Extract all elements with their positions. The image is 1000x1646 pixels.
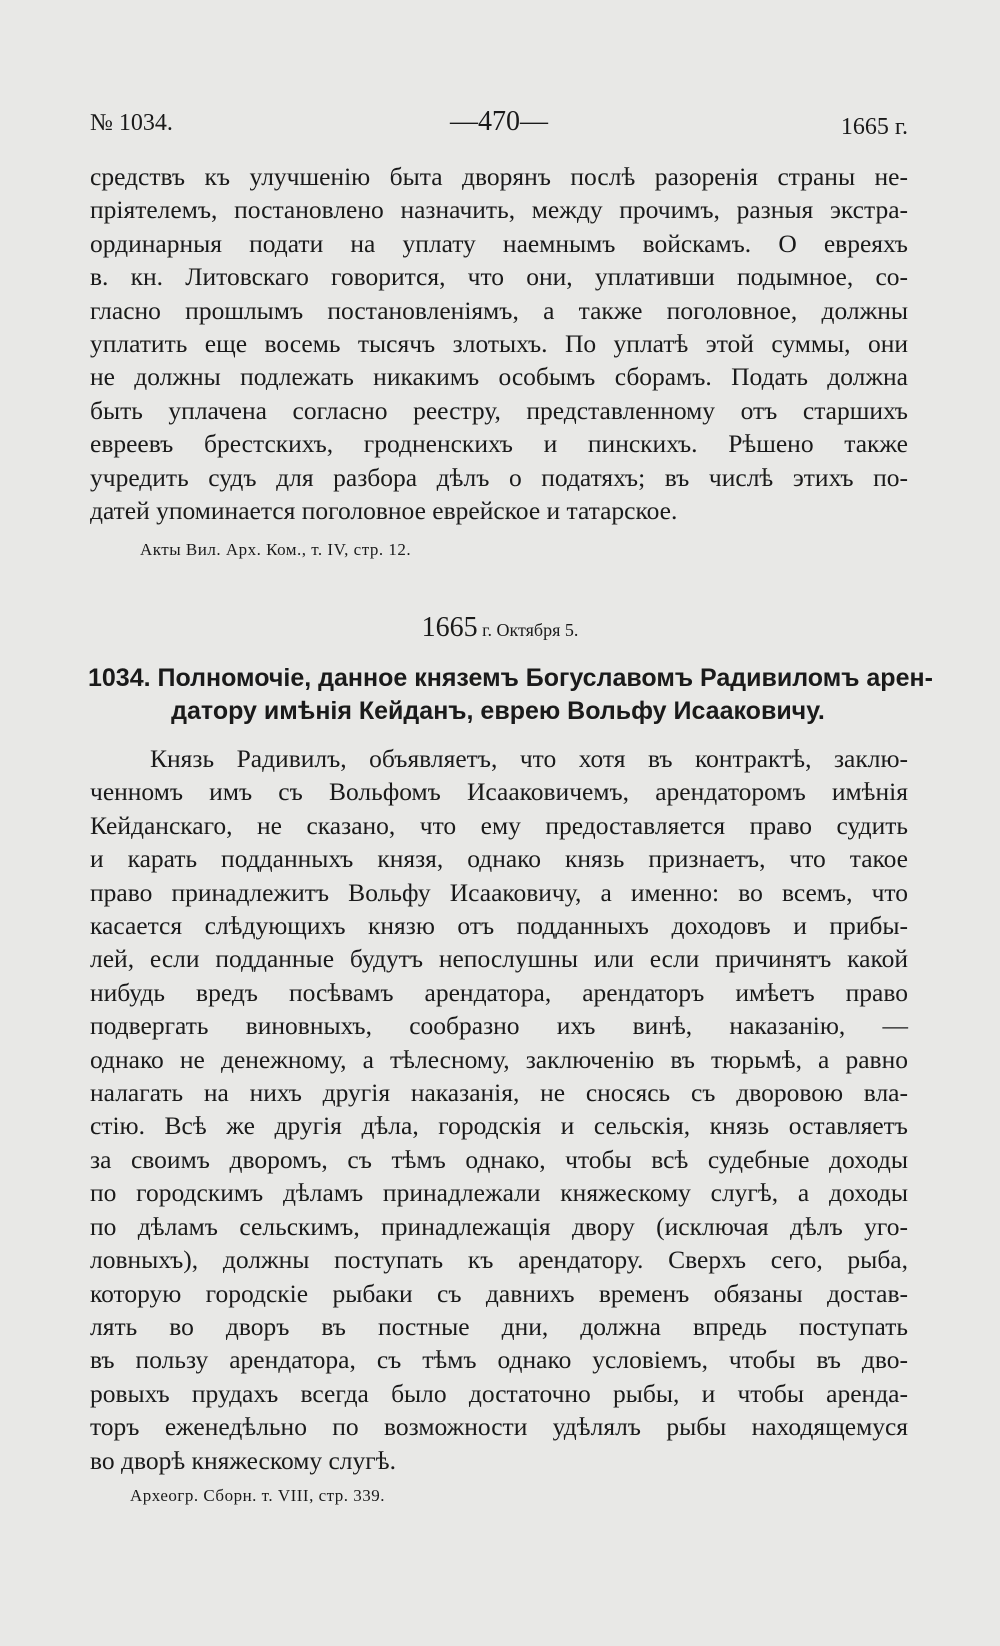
- source-citation: Археогр. Сборн. т. VIII, стр. 339.: [130, 1486, 386, 1505]
- paragraph-line: датей упоминается поголовное еврейское и татарское.: [90, 496, 678, 526]
- document-title: [88, 662, 933, 728]
- body-line: по городскимъ дѣламъ принадлежали княжескому слугѣ, а доходы: [90, 1178, 908, 1208]
- body-line: ловныхъ), должны поступать къ арендатору. Сверхъ сего, рыба,: [90, 1245, 908, 1275]
- body-line: лей, если подданные будутъ непослушны или если причинятъ какой: [90, 944, 908, 974]
- title-line: датору имѣнія Кейданъ, еврею Вольфу Исааковичу.: [171, 697, 825, 725]
- date-year: 1665: [421, 612, 478, 643]
- document-date: [0, 612, 1000, 644]
- paragraph-line: в. кн. Литовскаго говорится, что они, уплативши подымное, со-: [90, 262, 908, 292]
- body-line: налагать на нихъ другія наказанія, не сносясь съ дворовою вла-: [90, 1078, 908, 1108]
- paragraph-line: уплатить еще восемь тысячъ злотыхъ. По уплатѣ этой суммы, они: [90, 329, 908, 359]
- body-line: и карать подданныхъ князя, однако князь признаетъ, что такое: [90, 844, 908, 874]
- body-line: стію. Всѣ же другія дѣла, городскія и сельскія, князь оставляетъ: [90, 1111, 908, 1141]
- body-line: ченномъ имъ съ Вольфомъ Исааковичемъ, арендаторомъ имѣнія: [90, 777, 908, 807]
- paragraph-line: евреевъ брестскихъ, гродненскихъ и пинскихъ. Рѣшено также: [90, 429, 908, 459]
- body-line: однако не денежному, а тѣлесному, заключенію въ тюрьмѣ, а равно: [90, 1044, 908, 1074]
- body-line: право принадлежитъ Вольфу Исааковичу, а именно: во всемъ, что: [90, 877, 908, 907]
- body-line: во дворѣ княжескому слугѣ.: [90, 1445, 396, 1475]
- page-number: —470—: [450, 106, 548, 137]
- paragraph-line: ординарныя подати на уплату наемнымъ войскамъ. О евреяхъ: [90, 228, 908, 258]
- paragraph-line: быть уплачена согласно реестру, представленному отъ старшихъ: [90, 395, 908, 425]
- body-line: торъ еженедѣльно по возможности удѣлялъ рыбы находящемуся: [90, 1412, 908, 1442]
- body-line: ровыхъ прудахъ всегда было достаточно рыбы, и чтобы аренда-: [90, 1378, 908, 1408]
- document-number: № 1034.: [90, 110, 173, 136]
- body-line: которую городскіе рыбаки съ давнихъ временъ обязаны достав-: [90, 1278, 908, 1308]
- paragraph-line: средствъ къ улучшенію быта дворянъ послѣ разоренія страны не-: [90, 162, 908, 191]
- body-line: по дѣламъ сельскимъ, принадлежащія двору (исключая дѣлъ уго-: [90, 1211, 908, 1241]
- paragraph-line: учредить судъ для разбора дѣлъ о податяхъ; въ числѣ этихъ по-: [90, 462, 908, 492]
- body-line: лять во дворъ въ постные дни, должна впредь поступать: [90, 1311, 908, 1341]
- document-body: [90, 742, 908, 1477]
- page-header: [90, 106, 908, 146]
- body-line: за своимъ дворомъ, съ тѣмъ однако, чтобы всѣ судебные доходы: [90, 1144, 908, 1174]
- body-line: Князь Радивилъ, объявляетъ, что хотя въ контрактѣ, заклю-: [150, 744, 908, 773]
- source-citation: Акты Вил. Арх. Ком., т. IV, стр. 12.: [140, 540, 412, 559]
- body-line: въ пользу арендатора, съ тѣмъ однако условіемъ, чтобы въ дво-: [90, 1345, 908, 1375]
- body-line: касается слѣдующихъ князю отъ подданныхъ доходовъ и прибы-: [90, 911, 908, 941]
- title-line: 1034. Полномочіе, данное княземъ Богуславомъ Радивиломъ арен-: [88, 664, 933, 692]
- body-line: нибудь вредъ посѣвамъ арендатора, арендаторъ имѣетъ право: [90, 977, 908, 1007]
- previous-document-paragraph: [90, 160, 908, 527]
- body-line: Кейданскаго, не сказано, что ему предоставляется право судить: [90, 810, 908, 840]
- header-year: 1665 г.: [840, 114, 908, 140]
- paragraph-line: не должны подлежать никакимъ особымъ сборамъ. Подать должна: [90, 362, 908, 392]
- paragraph-line: гласно прошлымъ постановленіямъ, а также поголовное, должны: [90, 295, 908, 325]
- body-line: подвергать виновныхъ, сообразно ихъ винѣ, наказанію, —: [90, 1011, 908, 1041]
- date-rest: г. Октября 5.: [477, 620, 579, 640]
- paragraph-line: пріятелемъ, постановлено назначить, между прочимъ, разныя экстра-: [90, 195, 908, 225]
